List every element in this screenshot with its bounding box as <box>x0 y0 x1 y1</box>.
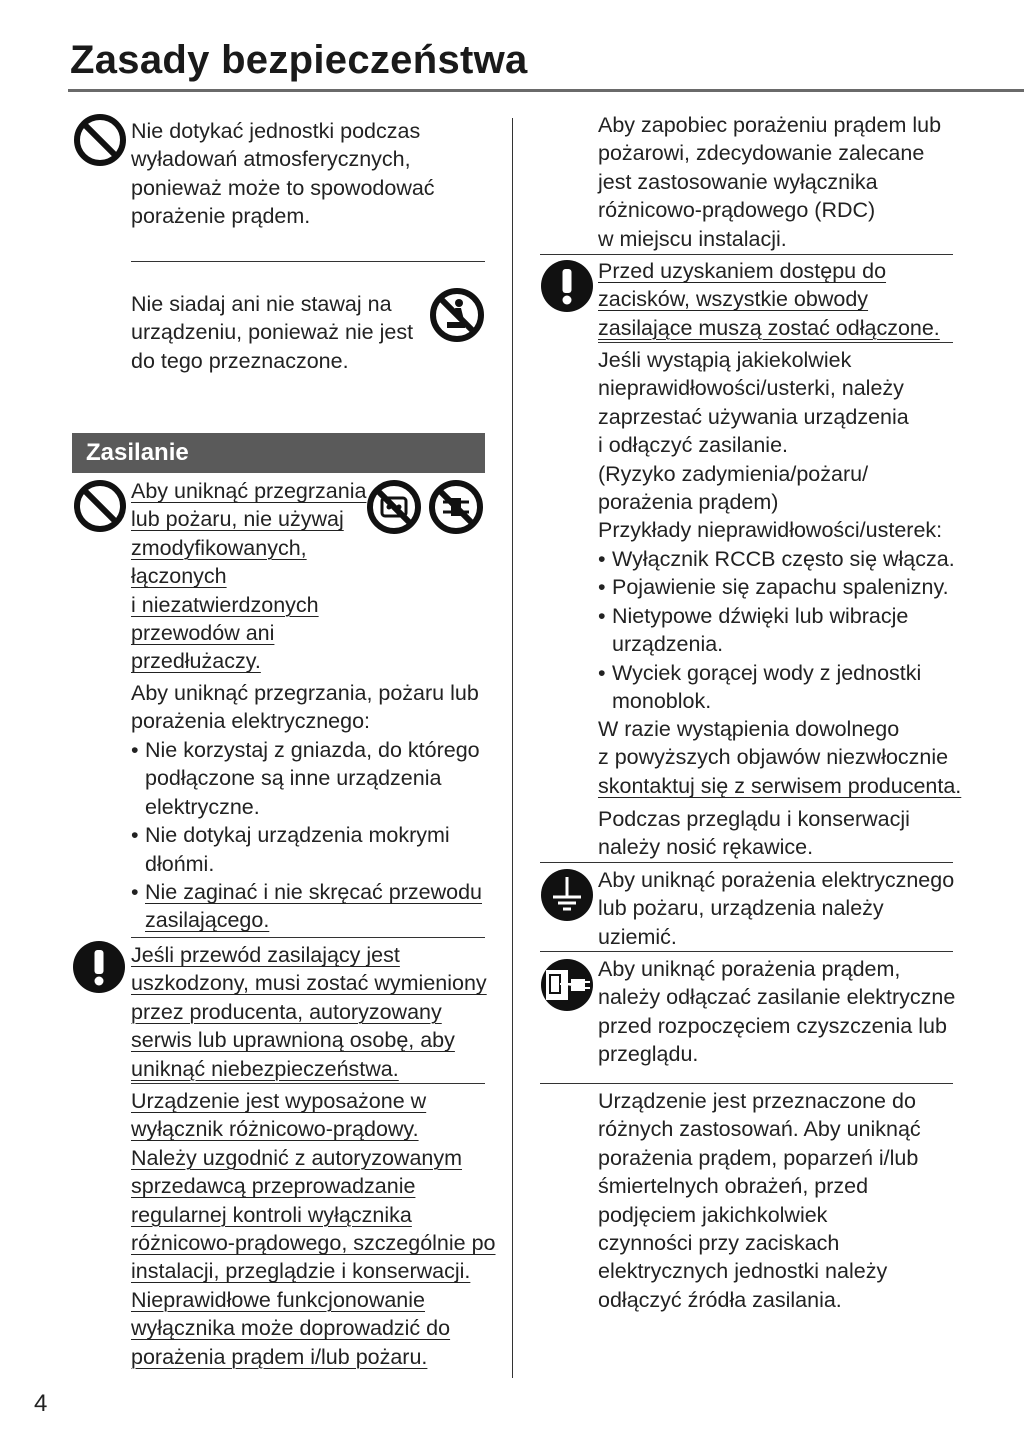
overheating-bullet-list <box>131 736 491 935</box>
separator <box>540 862 953 863</box>
column-divider <box>512 118 513 1378</box>
page-number: 4 <box>34 1390 48 1417</box>
list-item: • Wyłącznik RCCB często się włącza. <box>598 545 958 573</box>
separator <box>131 937 485 938</box>
warning-rcd-inspection: Urządzenie jest wyposażone w wyłącznik różnicowo-prądowy. Należy uzgodnić z autoryzowanym sprzedawcą przeprowadzanie regularnej kontroli wyłącznika różnicowo-prądowego, szczególnie po instalacji, przeglądzie i konserwacji. Nieprawidłowe funkcjonowanie wyłącznika może doprowadzić do porażenia prądem i/lub pożaru. <box>131 1089 496 1369</box>
unplug-icon <box>540 958 594 1012</box>
list-item: • Nie dotykaj urządzenia mokrymi dłońmi. <box>131 821 491 878</box>
list-item: • Pojawienie się zapachu spalenizny. <box>598 573 958 601</box>
list-item: • Nie korzystaj z gniazda, do którego podłączone są inne urządzenia elektryczne. <box>131 736 491 821</box>
malfunction-bullet-list <box>598 545 958 715</box>
separator <box>540 1083 953 1084</box>
separator <box>131 261 485 262</box>
warning-terminals: Urządzenie jest przeznaczone do różnych zastosowań. Aby uniknąć porażenia prądem, poparzeń i/lub śmiertelnych obrażeń, przed podjęciem jakichkolwiek czynności przy zaciskach elektrycznych jednostki należy odłączyć źródła zasilania. <box>598 1089 921 1312</box>
list-item: • Wyciek gorącej wody z jednostki monoblok. <box>598 659 958 716</box>
no-joined-cord-icon <box>427 478 485 536</box>
separator <box>540 951 953 952</box>
section-title: Zasilanie <box>86 439 189 466</box>
separator <box>598 342 953 343</box>
ground-icon <box>540 868 594 922</box>
mandatory-action-icon <box>72 940 126 994</box>
title-rule <box>68 89 1024 92</box>
warning-lightning: Nie dotykać jednostki podczas wyładowań atmosferycznych, ponieważ może to spowodować porażenie prądem. <box>131 119 435 229</box>
malfunction-contact-service: skontaktuj się z serwisem producenta. <box>598 774 962 798</box>
list-item: • Nie zaginać i nie skręcać przewodu zasilającego. <box>131 878 491 935</box>
separator <box>540 254 953 255</box>
warning-gloves: Podczas przeglądu i konserwacji należy nosić rękawice. <box>598 807 910 860</box>
warning-overheating-intro: Aby uniknąć przegrzania, pożaru lub porażenia elektrycznego: <box>131 681 479 734</box>
no-extension-cord-icon <box>365 478 423 536</box>
no-standing-icon <box>428 286 486 344</box>
warning-extension-cords: Aby uniknąć przegrzania lub pożaru, nie używaj zmodyfikowanych, łączonych i niezatwierdzonych przewodów ani przedłużaczy. <box>131 479 367 674</box>
warning-damaged-cord: Jeśli przewód zasilający jest uszkodzony, musi zostać wymieniony przez producenta, autoryzowany serwis lub uprawnioną osobę, aby uniknąć niebezpieczeństwa. <box>131 943 487 1081</box>
section-header-zasilanie <box>72 433 485 473</box>
list-item: • Nietypowe dźwięki lub wibracje urządzenia. <box>598 602 958 659</box>
warning-malfunction: Jeśli wystąpią jakiekolwiek nieprawidłowości/usterki, należy zaprzestać używania urządzenia i odłączyć zasilanie. (Ryzyko zadymienia/pożaru/ porażenia prądem) Przykłady nieprawidłowości/usterek: <box>598 348 943 543</box>
warning-do-not-stand: Nie siadaj ani nie stawaj na urządzeniu, ponieważ nie jest do tego przeznaczone. <box>131 292 414 373</box>
separator <box>131 1083 485 1084</box>
mandatory-action-icon <box>540 259 594 313</box>
prohibition-icon <box>72 478 128 534</box>
warning-grounding: Aby uniknąć porażenia elektrycznego lub pożaru, urządzenia należy uziemić. <box>598 868 955 949</box>
warning-disconnect-before-cleaning: Aby uniknąć porażenia prądem, należy odłączać zasilanie elektryczne przed rozpoczęciem czyszczenia lub przeglądu. <box>598 957 956 1067</box>
warning-disconnect-circuits: Przed uzyskaniem dostępu do zacisków, wszystkie obwody zasilające muszą zostać odłączone. <box>598 259 940 340</box>
page-title: Zasady bezpieczeństwa <box>70 38 528 82</box>
malfunction-action: W razie wystąpienia dowolnego z powyższych objawów niezwłocznie <box>598 717 949 770</box>
prohibition-icon <box>72 112 128 168</box>
warning-rcd-install: Aby zapobiec porażeniu prądem lub pożarowi, zdecydowanie zalecane jest zastosowanie wyłącznika różnicowo-prądowego (RDC) w miejscu instalacji. <box>598 113 942 251</box>
